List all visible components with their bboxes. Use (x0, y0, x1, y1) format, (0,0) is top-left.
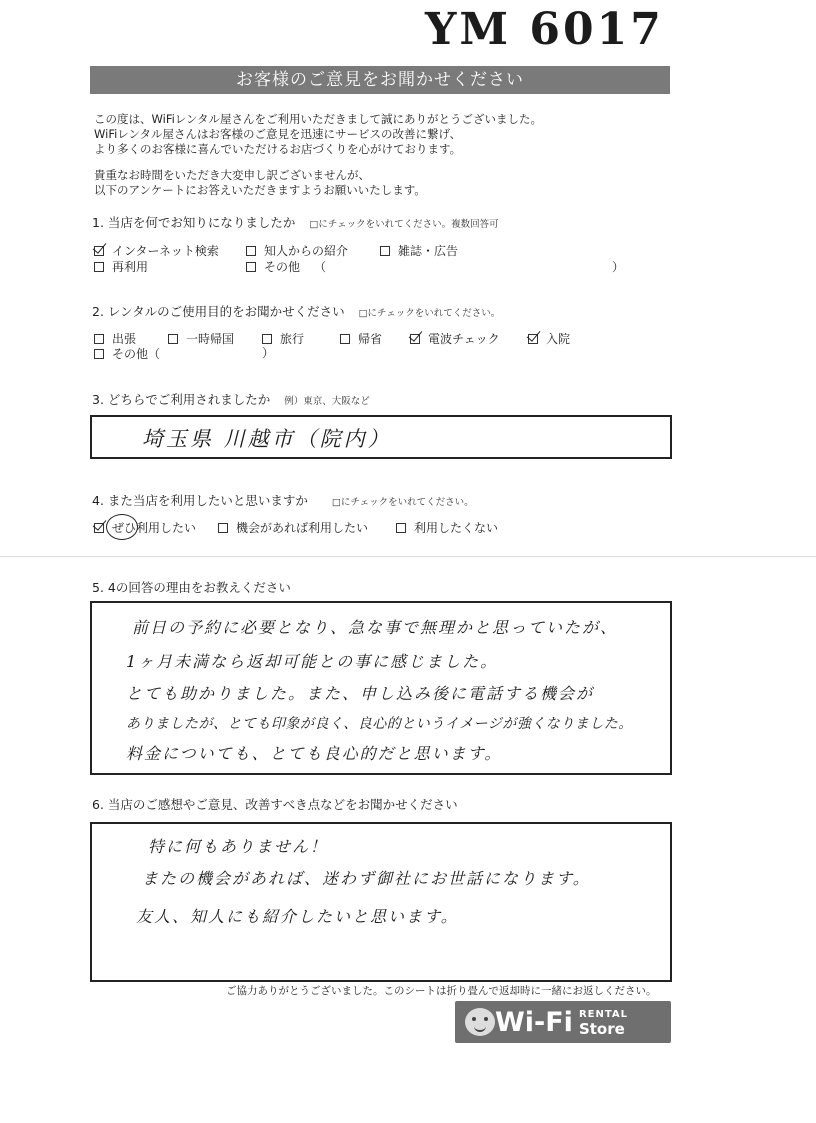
checkbox[interactable] (218, 523, 228, 533)
intro-line-3: より多くのお客様に喜んでいただけるお店づくりを心がけております。 (94, 142, 462, 156)
checkbox-checked[interactable] (94, 246, 104, 256)
intro-line-5: 以下のアンケートにお答えいただきますようお願いいたします。 (94, 183, 426, 197)
q5-answer-box[interactable] (90, 601, 672, 775)
q1-option-magazine[interactable]: 雑誌・広告 (380, 242, 458, 259)
logo-store-text: Store (578, 1020, 625, 1038)
intro-line-1: この度は、WiFiレンタル屋さんをご利用いただきまして誠にありがとうございました。 (94, 112, 543, 126)
q3-answer-box[interactable] (90, 415, 672, 459)
q5-answer-line: 1ヶ月未満なら返却可能との事に感じました。 (126, 652, 499, 671)
mascot-icon (465, 1008, 495, 1036)
checkbox[interactable] (380, 246, 390, 256)
q2-option-travel[interactable]: 旅行 (262, 330, 304, 347)
q6-answer-line: 特に何もありません！ (148, 837, 329, 856)
intro-line-4: 貴重なお時間をいただき大変申し訳ございませんが、 (94, 168, 370, 182)
checkbox[interactable] (246, 246, 256, 256)
checkbox[interactable] (94, 334, 104, 344)
q1-option-internet[interactable]: インターネット検索 (94, 242, 219, 259)
footer-note: ご協力ありがとうございました。このシートは折り畳んで返却時に一緒にお返しください。 (226, 985, 657, 997)
intro-line-2: WiFiレンタル屋さんはお客様のご意見を迅速にサービスの改善に繋げ、 (94, 127, 462, 141)
q5-answer-line: 料金についても、とても良心的だと思います。 (126, 744, 503, 763)
page-title: お客様のご意見をお聞かせください (90, 66, 670, 94)
checkbox-checked[interactable] (410, 334, 420, 344)
q5-answer-line: 前日の予約に必要となり、急な事で無理かと思っていたが、 (132, 618, 619, 637)
checkbox[interactable] (94, 349, 104, 359)
q4-title: 4. また当店を利用したいと思いますか □にチェックをいれてください。 (92, 493, 474, 508)
q6-title: 6. 当店のご感想やご意見、改善すべき点などをお聞かせください (92, 797, 458, 812)
q2-note: □にチェックをいれてください。 (358, 308, 501, 319)
circle-mark (106, 514, 138, 540)
q2-option-business-trip[interactable]: 出張 (94, 330, 136, 347)
q6-answer-line: またの機会があれば、迷わず御社にお世話になります。 (142, 869, 591, 888)
logo-wifi-text: Wi-Fi (495, 1006, 573, 1038)
q2-option-homecoming[interactable]: 帰省 (340, 330, 382, 347)
q6-answer-box[interactable] (90, 822, 672, 982)
q2-other-close: ） (262, 346, 275, 360)
q3-note: 例）東京、大阪など (284, 396, 370, 407)
checkbox-checked[interactable] (528, 334, 538, 344)
q5-title: 5. 4の回答の理由をお教えください (92, 580, 291, 595)
q2-option-signal-check[interactable]: 電波チェック (410, 330, 500, 347)
q5-answer-line: とても助かりました。また、申し込み後に電話する機会が (126, 684, 595, 703)
q1-other-close: ） (612, 260, 625, 274)
wifi-rental-store-logo (455, 1001, 671, 1043)
q6-answer-line: 友人、知人にも紹介したいと思います。 (136, 907, 459, 926)
q2-option-other[interactable]: その他（ (94, 345, 160, 362)
checkbox[interactable] (262, 334, 272, 344)
q4-note: □にチェックをいれてください。 (331, 497, 474, 508)
checkbox[interactable] (246, 262, 256, 272)
q1-note: □にチェックをいれてください。複数回答可 (309, 219, 499, 230)
q1-option-other[interactable]: その他 （ (246, 258, 326, 275)
ticket-code: YM 6017 (425, 4, 664, 55)
q1-option-reuse[interactable]: 再利用 (94, 258, 148, 275)
q1-title: 1. 当店を何でお知りになりましたか □にチェックをいれてください。複数回答可 (92, 215, 499, 230)
checkbox[interactable] (94, 262, 104, 272)
checkbox[interactable] (340, 334, 350, 344)
q5-answer-line: ありましたが、とても印象が良く、良心的というイメージが強くなりました。 (126, 716, 633, 732)
q2-option-hospitalization[interactable]: 入院 (528, 330, 570, 347)
q2-option-temporary-return[interactable]: 一時帰国 (168, 330, 234, 347)
checkbox[interactable] (168, 334, 178, 344)
q2-title: 2. レンタルのご使用目的をお聞かせください □にチェックをいれてください。 (92, 304, 501, 319)
q4-option-if-opportunity[interactable]: 機会があれば利用したい (218, 519, 368, 536)
q4-option-definitely[interactable]: ぜひ利用したい (94, 519, 196, 536)
logo-rental-text: RENTAL (578, 1009, 629, 1020)
q3-title: 3. どちらでご利用されましたか 例）東京、大阪など (92, 392, 370, 407)
q4-option-no[interactable]: 利用したくない (396, 519, 498, 536)
q1-option-referral[interactable]: 知人からの紹介 (246, 242, 348, 259)
checkbox[interactable] (396, 523, 406, 533)
divider (0, 556, 816, 557)
checkbox-checked[interactable] (94, 523, 104, 533)
q3-answer: 埼玉県 川越市（院内） (142, 427, 392, 451)
